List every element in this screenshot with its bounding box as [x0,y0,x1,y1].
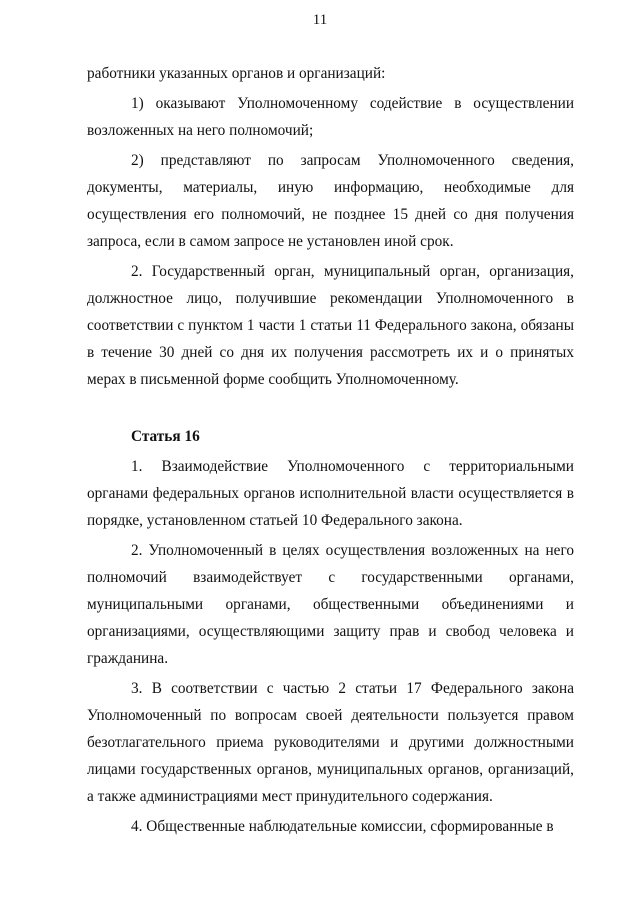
article-16-paragraph-4: 4. Общественные наблюдательные комиссии, сформированные в [131,818,554,835]
paragraph-item-1: 1) оказывают Уполномоченному содействие в осуществлении возложенных на него полномочий; [87,95,574,139]
page-number: 11 [312,12,328,28]
paragraph-section-2: 2. Государственный орган, муниципальный орган, организация, должностное лицо, получившие рекомендации Уполномоченного в соответствии с пунктом 1 части 1 статьи 11 Федерального закона, обязаны в течение 30 дней со дня их получения рассмотреть их и о принятых мерах в письменной форме сообщить Уполномоченному. [87,263,574,388]
article-16-paragraph-3: 3. В соответствии с частью 2 статьи 17 Федерального закона Уполномоченный по вопросам своей деятельности пользуется правом безотлагательного приема руководителями и другими должностными лицами государственных органов, муниципальных органов, организаций, а также администрациями мест принудительного содержания. [87,680,574,805]
paragraph-item-2: 2) представляют по запросам Уполномоченного сведения, документы, материалы, иную информацию, необходимые для осуществления его полномочий, не позднее 15 дней со дня получения запроса, если в самом запросе не установлен иной срок. [87,152,574,250]
article-16-paragraph-2: 2. Уполномоченный в целях осуществления возложенных на него полномочий взаимодействует с государственными органами, муниципальными органами, общественными объединениями и организациями, осуществляющими защиту прав и свобод человека и гражданина. [87,542,574,667]
article-16-paragraph-1: 1. Взаимодействие Уполномоченного с территориальными органами федеральных органов исполнительной власти осуществляется в порядке, установленном статьей 10 Федерального закона. [87,458,574,529]
article-16-title: Статья 16 [131,428,200,445]
paragraph-continuation: работники указанных органов и организаций: [87,65,386,82]
document-body [87,60,574,840]
